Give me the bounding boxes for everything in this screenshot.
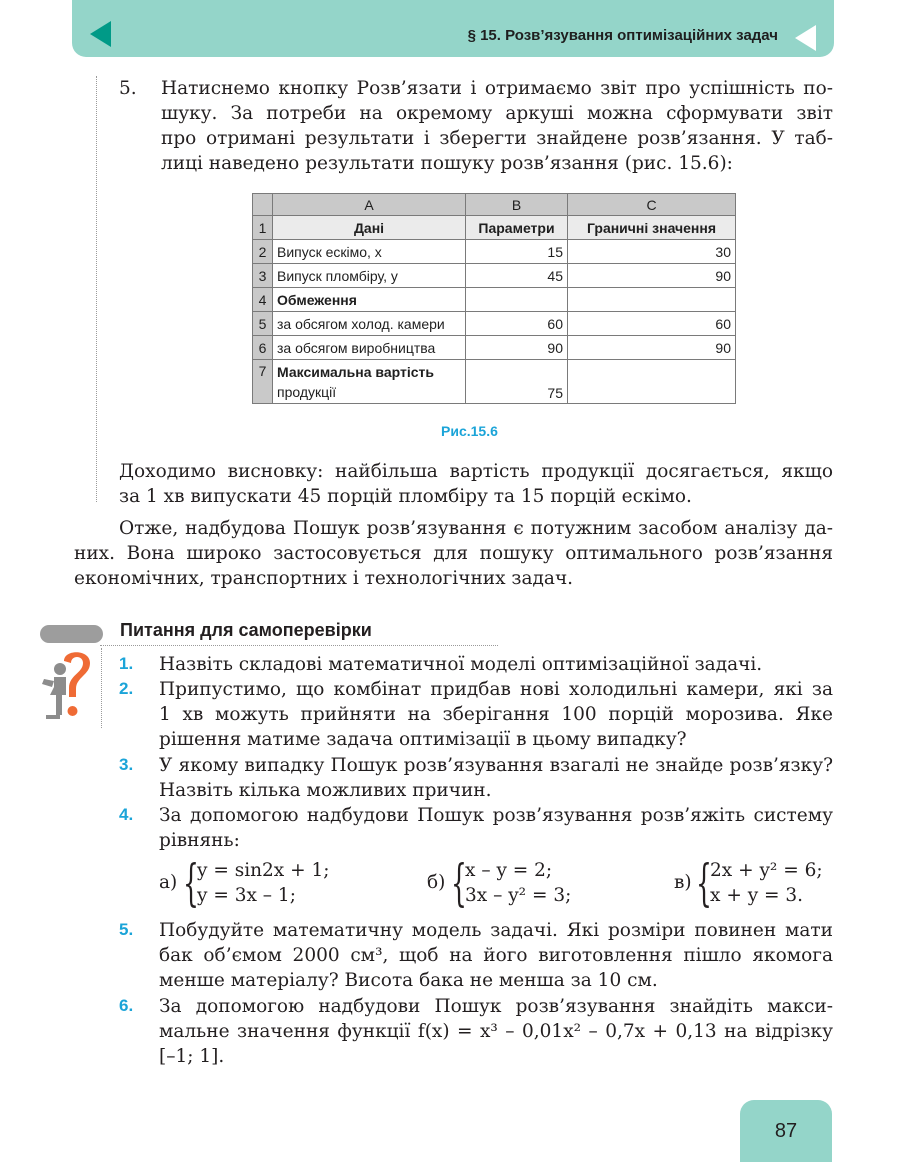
question-thinker-icon <box>40 651 92 725</box>
text-line: шуку. За потреби на окремому аркуші можна сформувати звіт <box>161 103 833 124</box>
header-cell: Параметри <box>466 216 568 240</box>
equation: x + y = 3. <box>710 885 804 906</box>
chapter-header <box>72 0 834 57</box>
table-row <box>253 336 736 360</box>
margin-rule-questions <box>101 648 102 728</box>
row-number: 4 <box>253 288 273 312</box>
column-letters-row <box>253 194 736 216</box>
summary-paragraph <box>74 516 833 591</box>
question-text <box>159 803 833 853</box>
question-number: 2. <box>119 679 134 698</box>
table-row <box>253 288 736 312</box>
row-number: 5 <box>253 312 273 336</box>
question-text <box>159 753 833 803</box>
text-line: рівнянь: <box>159 830 240 851</box>
question-text <box>159 677 833 752</box>
question-number: 3. <box>119 755 134 774</box>
table-cell: 30 <box>568 240 736 264</box>
text-line: за 1 хв випускати 45 порцій пломбіру та 15 порцій ескімо. <box>119 486 692 507</box>
equation: 2x + y² = 6; <box>710 860 823 881</box>
step5-paragraph <box>161 76 833 176</box>
text-line: [–1; 1]. <box>159 1046 225 1067</box>
equation: 3x – y² = 3; <box>465 885 572 906</box>
column-letter: B <box>466 194 568 216</box>
equation-system-c <box>674 854 834 912</box>
equation: x – y = 2; <box>465 860 553 881</box>
table-cell: Випуск пломбіру, у <box>273 264 466 288</box>
cell-line: продукції <box>277 383 337 400</box>
text-line: рішення матиме задача оптимізації в цьому випадку? <box>159 729 687 750</box>
text-line: них. Вона широко застосовується для пошуку оптимального розв’язання <box>74 543 833 564</box>
table-cell: 60 <box>466 312 568 336</box>
row-number: 6 <box>253 336 273 360</box>
text-line: Назвіть кілька можливих причин. <box>159 780 492 801</box>
text-line: За допомогою надбудови Пошук розв’язування знайдіть макси- <box>159 996 833 1017</box>
brace-icon: { <box>451 854 467 912</box>
table-cell <box>568 288 736 312</box>
text-line: За допомогою надбудови Пошук розв’язування розв’яжіть систему <box>159 805 833 826</box>
table-cell: 15 <box>466 240 568 264</box>
chapter-title: § 15. Розв’язування оптимізаційних задач <box>467 27 778 44</box>
conclusion-paragraph <box>119 459 833 509</box>
text-line: мальне значення функції f(x) = x³ – 0,01x² – 0,7x + 0,13 на відрізку <box>159 1021 833 1042</box>
results-table <box>252 193 736 404</box>
page-number-tab <box>740 1100 832 1162</box>
column-letter: C <box>568 194 736 216</box>
row-number: 3 <box>253 264 273 288</box>
back-arrow-icon[interactable] <box>90 21 111 47</box>
question-text <box>159 994 833 1069</box>
text-line: лиці наведено результати пошуку розв’язання (рис. 15.6): <box>161 153 733 174</box>
table-cell: 45 <box>466 264 568 288</box>
header-cell: Граничні значення <box>568 216 736 240</box>
table-cell: за обсягом холод. камери <box>273 312 466 336</box>
table-cell: 60 <box>568 312 736 336</box>
row-number: 1 <box>253 216 273 240</box>
header-cell: Дані <box>273 216 466 240</box>
table-cell <box>273 360 466 404</box>
row-number: 2 <box>253 240 273 264</box>
table-row <box>253 312 736 336</box>
text-line: менше матеріалу? Висота бака не менша за 10 см. <box>159 970 658 991</box>
equation-system-b <box>427 854 627 912</box>
table-cell: 90 <box>568 336 736 360</box>
corner-cell <box>253 194 273 216</box>
table-cell <box>466 288 568 312</box>
section-underline <box>100 645 498 646</box>
brace-icon: { <box>696 854 712 912</box>
table-cell: за обсягом виробництва <box>273 336 466 360</box>
system-label: в) <box>674 872 692 893</box>
margin-rule-top <box>96 76 97 502</box>
table-row <box>253 360 736 404</box>
table-cell: 75 <box>466 360 568 404</box>
section-title: Питання для самоперевірки <box>120 620 372 640</box>
equation: y = 3x – 1; <box>197 885 296 906</box>
text-line: Побудуйте математичну модель задачі. Які розміри повинен мати <box>159 920 833 941</box>
step-number: 5. <box>119 78 137 99</box>
text-line: У якому випадку Пошук розв’язування взагалі не знайде розв’язку? <box>159 755 833 776</box>
figure-caption: Рис.15.6 <box>441 423 498 439</box>
forward-arrow-icon[interactable] <box>795 25 816 51</box>
question-text <box>159 652 833 677</box>
text-line: про отримані результати і зберегти знайдене розв’язання. У таб- <box>161 128 833 149</box>
text-line: бак об’ємом 2000 см³, щоб на його виготовлення пішло якомога <box>159 945 833 966</box>
table-cell: 90 <box>466 336 568 360</box>
brace-icon: { <box>183 854 199 912</box>
table-cell <box>568 360 736 404</box>
column-letter: A <box>273 194 466 216</box>
table-header-row <box>253 216 736 240</box>
table-cell: Обмеження <box>273 288 466 312</box>
equation: y = sin2x + 1; <box>197 860 330 881</box>
text-line: Отже, надбудова Пошук розв’язування є потужним засобом аналізу да- <box>119 518 833 539</box>
text-line: 1 хв можуть прийняти на зберігання 100 порцій морозива. Яке <box>159 704 833 725</box>
table-cell: 90 <box>568 264 736 288</box>
text-line: Назвіть складові математичної моделі оптимізаційної задачі. <box>159 654 763 675</box>
row-number: 7 <box>253 360 273 404</box>
equation-system-a <box>159 854 359 912</box>
table-cell: Випуск ескімо, х <box>273 240 466 264</box>
system-label: б) <box>427 872 446 893</box>
question-number: 6. <box>119 996 134 1015</box>
text-line: Доходимо висновку: найбільша вартість продукції досягається, якщо <box>119 461 833 482</box>
question-number: 5. <box>119 920 134 939</box>
table-row <box>253 264 736 288</box>
question-text <box>159 918 833 993</box>
question-number: 4. <box>119 805 134 824</box>
section-marker <box>40 625 103 643</box>
system-label: а) <box>159 872 178 893</box>
text-line: Натиснемо кнопку Розв’язати і отримаємо звіт про успішність по- <box>161 78 833 99</box>
cell-line: Максимальна вартість <box>277 363 434 380</box>
text-line: Припустимо, що комбінат придбав нові холодильні камери, які за <box>159 679 833 700</box>
question-number: 1. <box>119 654 134 673</box>
text-line: економічних, транспортних і технологічних задач. <box>74 568 574 589</box>
table-row <box>253 240 736 264</box>
page-number: 87 <box>774 1120 798 1142</box>
